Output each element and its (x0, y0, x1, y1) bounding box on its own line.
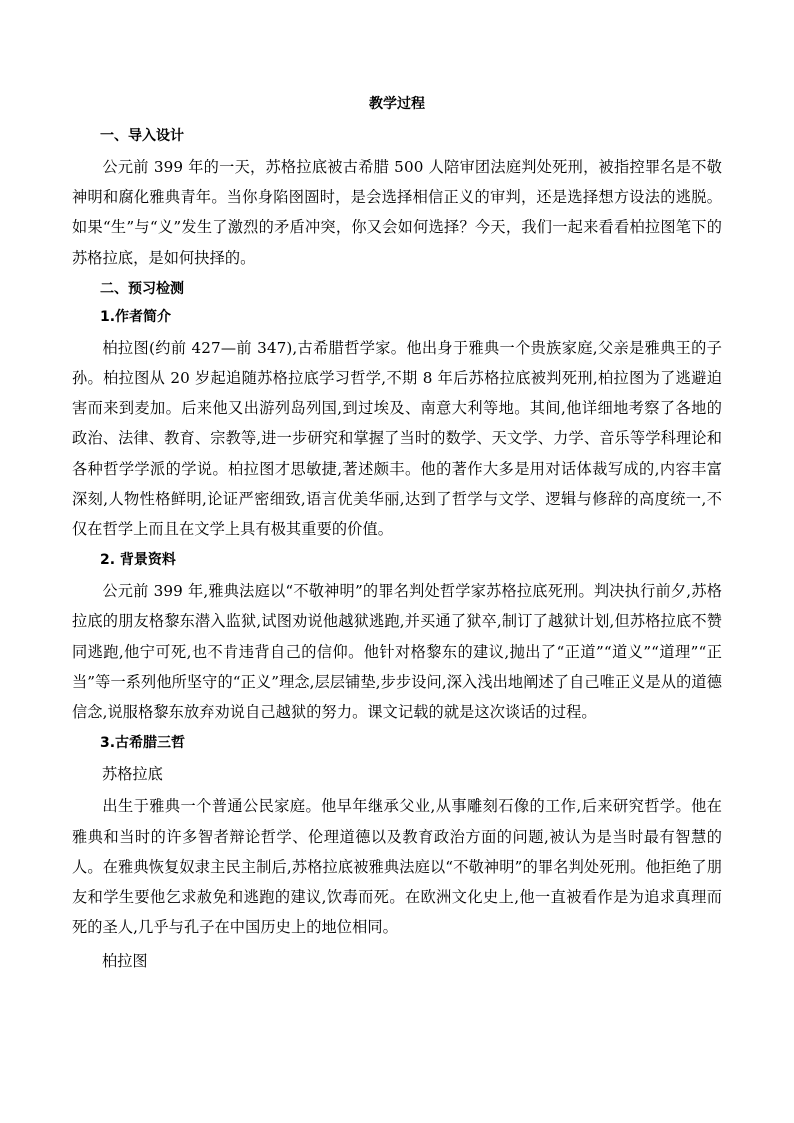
philosopher-name-plato: 柏拉图 (102, 952, 148, 971)
document-page (72, 92, 722, 979)
subheading-author: 1.作者简介 (100, 308, 172, 325)
section-heading-intro: 一、导入设计 (100, 128, 184, 144)
philosopher-name-socrates: 苏格拉底 (102, 765, 163, 784)
socrates-paragraph: 出生于雅典一个普通公民家庭。他早年继承父业,从事雕刻石像的工作,后来研究哲学。他在雅典和当时的许多智者辩论哲学、伦理道德以及教育政治方面的问题,被认为是当时最有智慧的人。在雅典恢复奴隶主民主制后,苏格拉底被雅典法庭以“不敬神明”的罪名判处死刑。他拒绝了朋友和学生要他乞求赦免和逃跑的建议,饮毒而死。在欧洲文化史上,他一直被看作是为追求真理而死的圣人,几乎与孔子在中国历史上的地位相同。 (72, 797, 722, 937)
page-title: 教学过程 (369, 96, 425, 112)
intro-paragraph: 公元前 399 年的一天，苏格拉底被古希腊 500 人陪审团法庭判处死刑，被指控罪名是不敬神明和腐化雅典青年。当你身陷囹圄时，是会选择相信正义的审判，还是选择想方设法的逃脱。如果“生”与“义”发生了激烈的矛盾冲突，你又会如何选择？今天，我们一起来看看柏拉图笔下的苏格拉底，是如何抉择的。 (72, 158, 722, 267)
subheading-three-philosophers: 3.古希腊三哲 (100, 735, 186, 752)
subheading-background: 2. 背景资料 (100, 552, 176, 569)
background-paragraph: 公元前 399 年,雅典法庭以“不敬神明”的罪名判处哲学家苏格拉底死刑。判决执行前夕,苏格拉底的朋友格黎东潜入监狱,试图劝说他越狱逃跑,并买通了狱卒,制订了越狱计划,但苏格拉底不赞同逃跑,他宁可死,也不肯违背自己的信仰。他针对格黎东的建议,抛出了“正道”“道义”“道理”“正当”等一系列他所坚守的“正义”理念,层层铺垫,步步设问,深入浅出地阐述了自己唯正义是从的道德信念,说服格黎东放弃劝说自己越狱的努力。课文记载的就是这次谈话的过程。 (72, 582, 722, 722)
author-paragraph: 柏拉图(约前 427—前 347),古希腊哲学家。他出身于雅典一个贵族家庭,父亲是雅典王的子孙。柏拉图从 20 岁起追随苏格拉底学习哲学,不期 8 年后苏格拉底被判死刑,柏拉图为了逃避迫害而来到麦加。后来他又出游列岛列国,到过埃及、南意大利等地。其间,他详细地考察了各地的政治、法律、教育、宗教等,进一步研究和掌握了当时的数学、天文学、力学、音乐等学科理论和各种哲学学派的学说。柏拉图才思敏捷,著述颇丰。他的著作大多是用对话体裁写成的,内容丰富深刻,人物性格鲜明,论证严密细致,语言优美华丽,达到了哲学与文学、逻辑与修辞的高度统一,不仅在哲学上而且在文学上具有极其重要的价值。 (72, 338, 722, 539)
section-heading-preview: 二、预习检测 (100, 280, 184, 297)
